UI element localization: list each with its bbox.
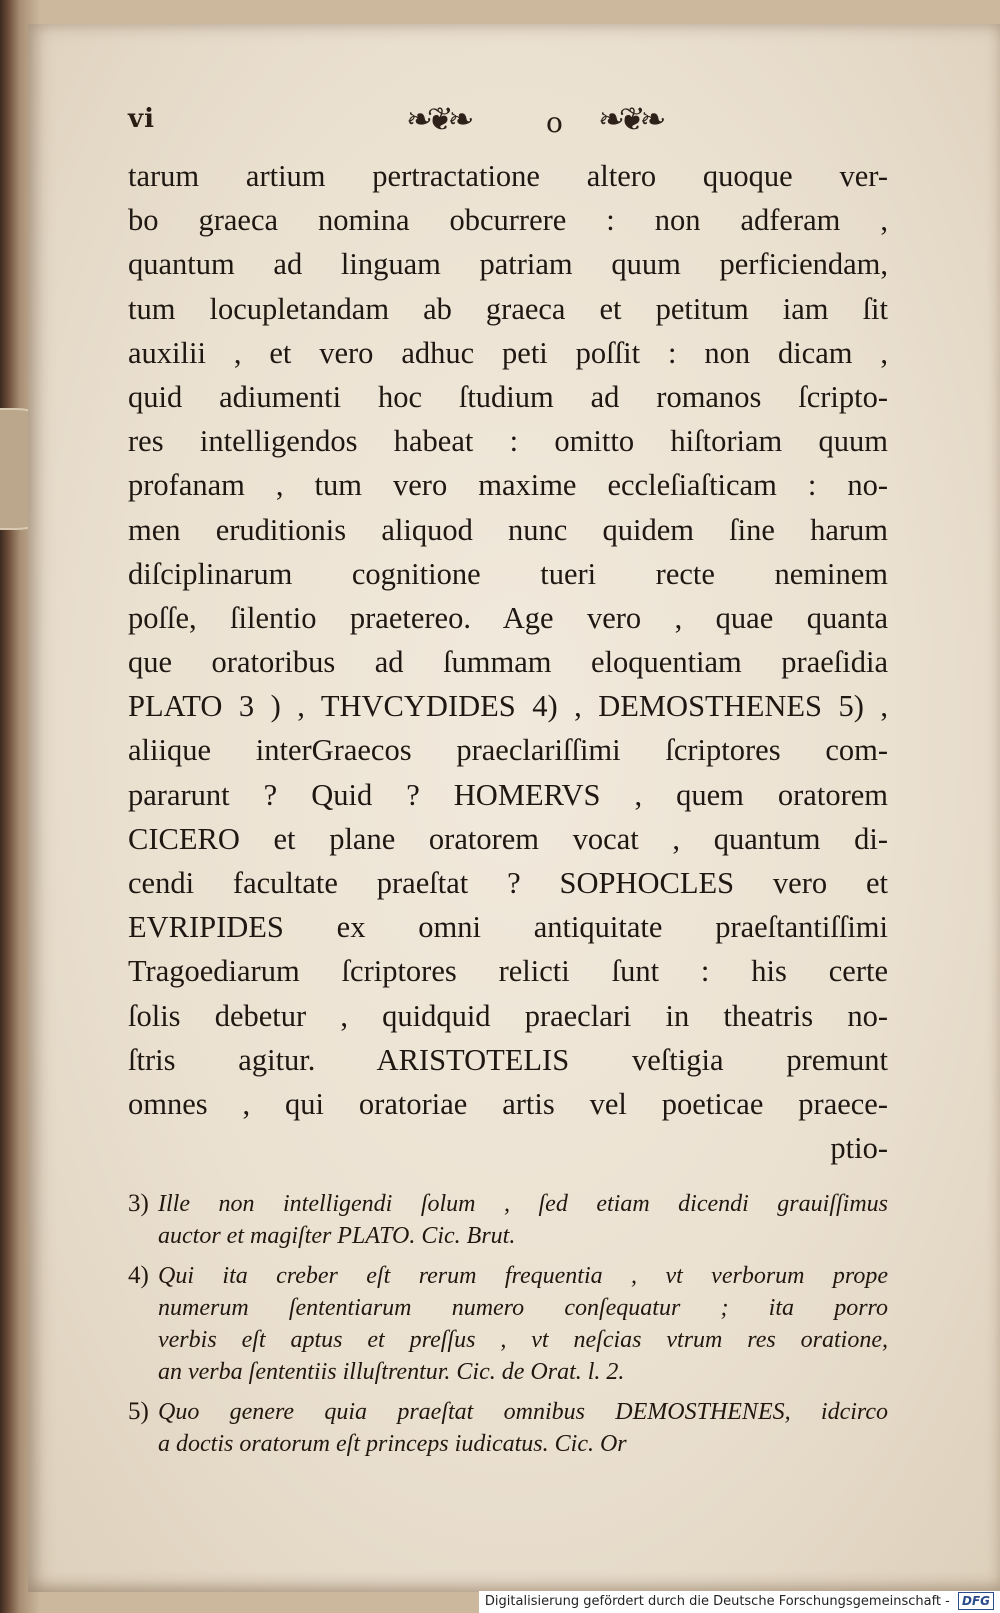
text-line: profanam , tum vero maxime eccleſiaſticam : no- [128, 468, 888, 503]
footnote-line: Qui ita creber eſt rerum frequentia , vt verborum prope [158, 1263, 888, 1289]
footnote-number: 4) [128, 1262, 149, 1289]
footnote-4 [128, 1260, 888, 1388]
text-line: ſtris agitur. ARISTOTELIS veſtigia premunt [128, 1042, 888, 1077]
ornament-left-icon: ❧❦❧ [406, 100, 469, 138]
text-line: tarum artium pertractatione altero quoque ver- [128, 159, 888, 193]
ornament-right-icon: ❧❦❧ [598, 100, 661, 138]
footnote-number: 3) [128, 1190, 149, 1217]
text-line: quantum ad linguam patriam quum perficiendam, [128, 247, 888, 282]
footnote-line: verbis eſt aptus et preſſus , vt neſcias vtrum res oratione, [158, 1327, 888, 1353]
header-center-mark: o [546, 106, 563, 139]
text-line: aliique interGraecos praeclariſſimi ſcriptores com- [128, 733, 888, 768]
footnote-line: an verba ſententiis illuſtrentur. Cic. de Orat. l. 2. [158, 1359, 625, 1385]
dfg-logo-icon: DFG [958, 1592, 994, 1610]
text-line: pararunt ? Quid ? HOMERVS , quem oratorem [128, 777, 888, 812]
text-line: ſolis debetur , quidquid praeclari in theatris no- [128, 998, 888, 1033]
text-line: men eruditionis aliquod nunc quidem ſine harum [128, 512, 888, 547]
catchword: ptio- [830, 1131, 888, 1166]
footnote-line: Quo genere quia praeſtat omnibus DEMOSTHENES, idcirco [158, 1399, 888, 1425]
footnote-3 [128, 1188, 888, 1252]
text-line: PLATO 3 ) , THVCYDIDES 4) , DEMOSTHENES 5) , [128, 689, 888, 724]
footnote-line: auctor et magiſter PLATO. Cic. Brut. [158, 1223, 516, 1249]
text-line: CICERO et plane oratorem vocat , quantum di- [128, 821, 888, 856]
credit-text: Digitalisierung gefördert durch die Deutsche Forschungsgemeinschaft - [484, 1594, 950, 1609]
page-number: vi [128, 104, 155, 134]
digitization-credit [479, 1591, 1000, 1613]
text-line: tum locupletandam ab graeca et petitum iam ſit [128, 291, 888, 326]
text-line: EVRIPIDES ex omni antiquitate praeſtantiſſimi [128, 910, 888, 945]
text-line: bo graeca nomina obcurrere : non adferam , [128, 203, 888, 238]
text-line: res intelligendos habeat : omitto hiſtoriam quum [128, 424, 888, 459]
footnote-line: Ille non intelligendi ſolum , ſed etiam dicendi grauiſſimus [158, 1191, 888, 1217]
text-line: Tragoediarum ſcriptores relicti ſunt : his certe [128, 954, 888, 989]
text-line: que oratoribus ad ſummam eloquentiam praeſidia [128, 645, 888, 680]
text-line: diſciplinarum cognitione tueri recte neminem [128, 556, 888, 591]
footnote-line: a doctis oratorum eſt princeps iudicatus. Cic. Or [158, 1431, 627, 1457]
footnote-number: 5) [128, 1398, 149, 1425]
text-line: omnes , qui oratoriae artis vel poeticae praece- [128, 1086, 888, 1121]
footnote-line: numerum ſententiarum numero conſequatur ; ita porro [158, 1295, 888, 1321]
text-line: cendi facultate praeſtat ? SOPHOCLES vero et [128, 866, 888, 900]
footnotes [128, 1188, 888, 1468]
text-line: quid adiumenti hoc ſtudium ad romanos ſcripto- [128, 379, 888, 414]
text-line: auxilii , et vero adhuc peti poſſit : non dicam , [128, 335, 888, 370]
page-header [128, 96, 888, 146]
footnote-5 [128, 1396, 888, 1460]
main-text [128, 154, 888, 1170]
text-line: poſſe, ſilentio praetereo. Age vero , quae quanta [128, 600, 888, 635]
